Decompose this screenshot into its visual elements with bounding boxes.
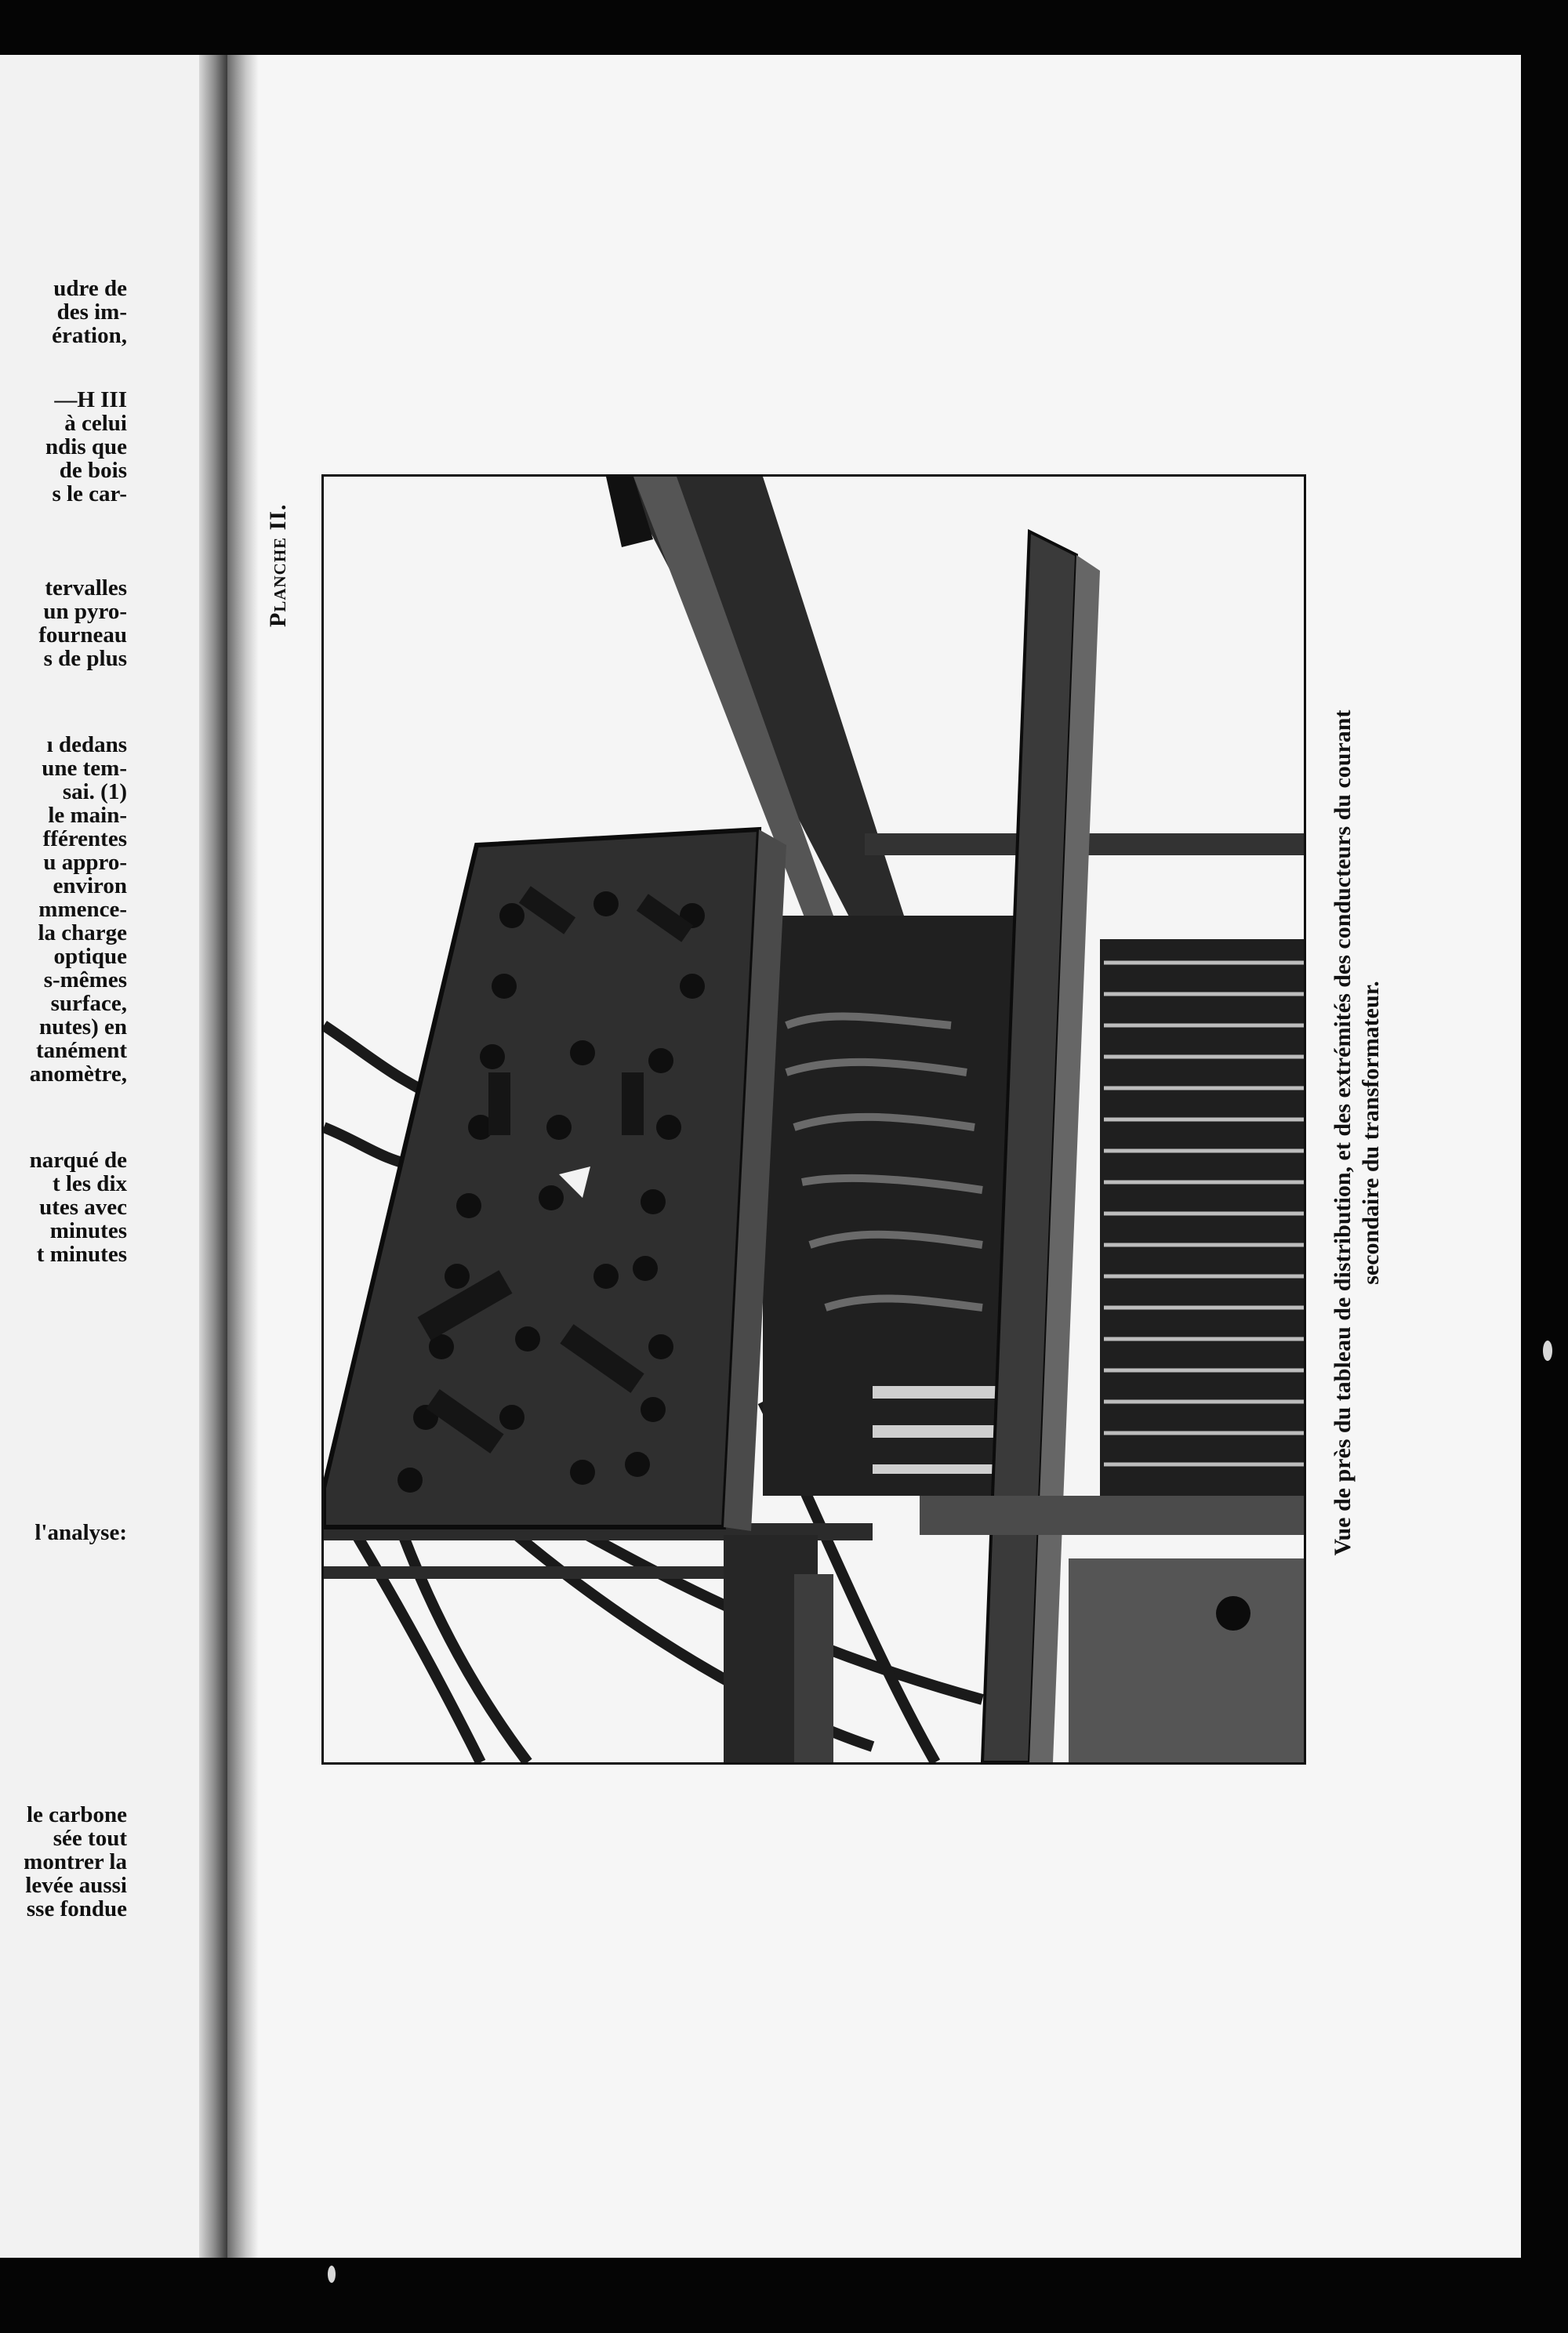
photo-illustration [324, 477, 1304, 1762]
text-line: sse fondue [26, 1896, 127, 1921]
scan-speck [1543, 1341, 1552, 1361]
text-line: sée tout [53, 1826, 127, 1851]
scan-speck [328, 2266, 336, 2283]
text-line: udre de [53, 276, 127, 301]
text-line: ndis que [45, 434, 127, 459]
text-line: fférentes [42, 826, 127, 851]
text-line: l'analyse: [34, 1520, 127, 1545]
text-line: montrer la [24, 1849, 127, 1874]
text-line: s-mêmes [43, 967, 127, 992]
switchboard-photograph [321, 474, 1306, 1765]
text-line: de bois [59, 458, 127, 483]
text-line: à celui [64, 411, 127, 436]
text-line: s le car- [52, 481, 127, 506]
caption-line-1: Vue de près du tableau de distribution, et des extrémités des conducteurs du courant [1330, 709, 1356, 1556]
text-line: u appro- [43, 850, 127, 875]
text-line: tervalles [45, 575, 127, 600]
text-line: utes avec [39, 1195, 127, 1220]
text-line: optique [53, 944, 127, 969]
text-line: nutes) en [39, 1014, 127, 1040]
text-line: levée aussi [25, 1873, 127, 1898]
text-line: le carbone [26, 1802, 127, 1827]
text-line: minutes [49, 1218, 127, 1243]
left-page [0, 55, 227, 2258]
text-line: narqué de [29, 1148, 127, 1173]
text-line: t les dix [52, 1171, 127, 1196]
text-line: fourneau [38, 622, 127, 648]
text-line: t minutes [36, 1242, 127, 1267]
text-line: s de plus [43, 646, 127, 671]
text-line: le main- [48, 803, 127, 828]
right-page [227, 55, 1521, 2258]
plate-label: Planche II. [265, 503, 291, 627]
text-line: anomètre, [29, 1061, 127, 1087]
text-line: —H III [54, 387, 127, 412]
text-line: tanément [36, 1038, 127, 1063]
photo-caption [1329, 584, 1385, 1682]
gutter-shadow [227, 55, 259, 2258]
text-line: mmence- [38, 897, 127, 922]
text-line: ı dedans [46, 732, 127, 757]
text-line: un pyro- [43, 599, 127, 624]
text-line: surface, [50, 991, 127, 1016]
book-gutter [199, 55, 227, 2258]
text-line: des im- [56, 299, 127, 325]
caption-line-2: secondaire du transformateur. [1358, 981, 1384, 1285]
text-line: ération, [52, 323, 127, 348]
text-line: la charge [38, 920, 127, 945]
text-line: environ [53, 873, 127, 898]
text-line: sai. (1) [62, 779, 127, 804]
text-line: une tem- [42, 756, 127, 781]
